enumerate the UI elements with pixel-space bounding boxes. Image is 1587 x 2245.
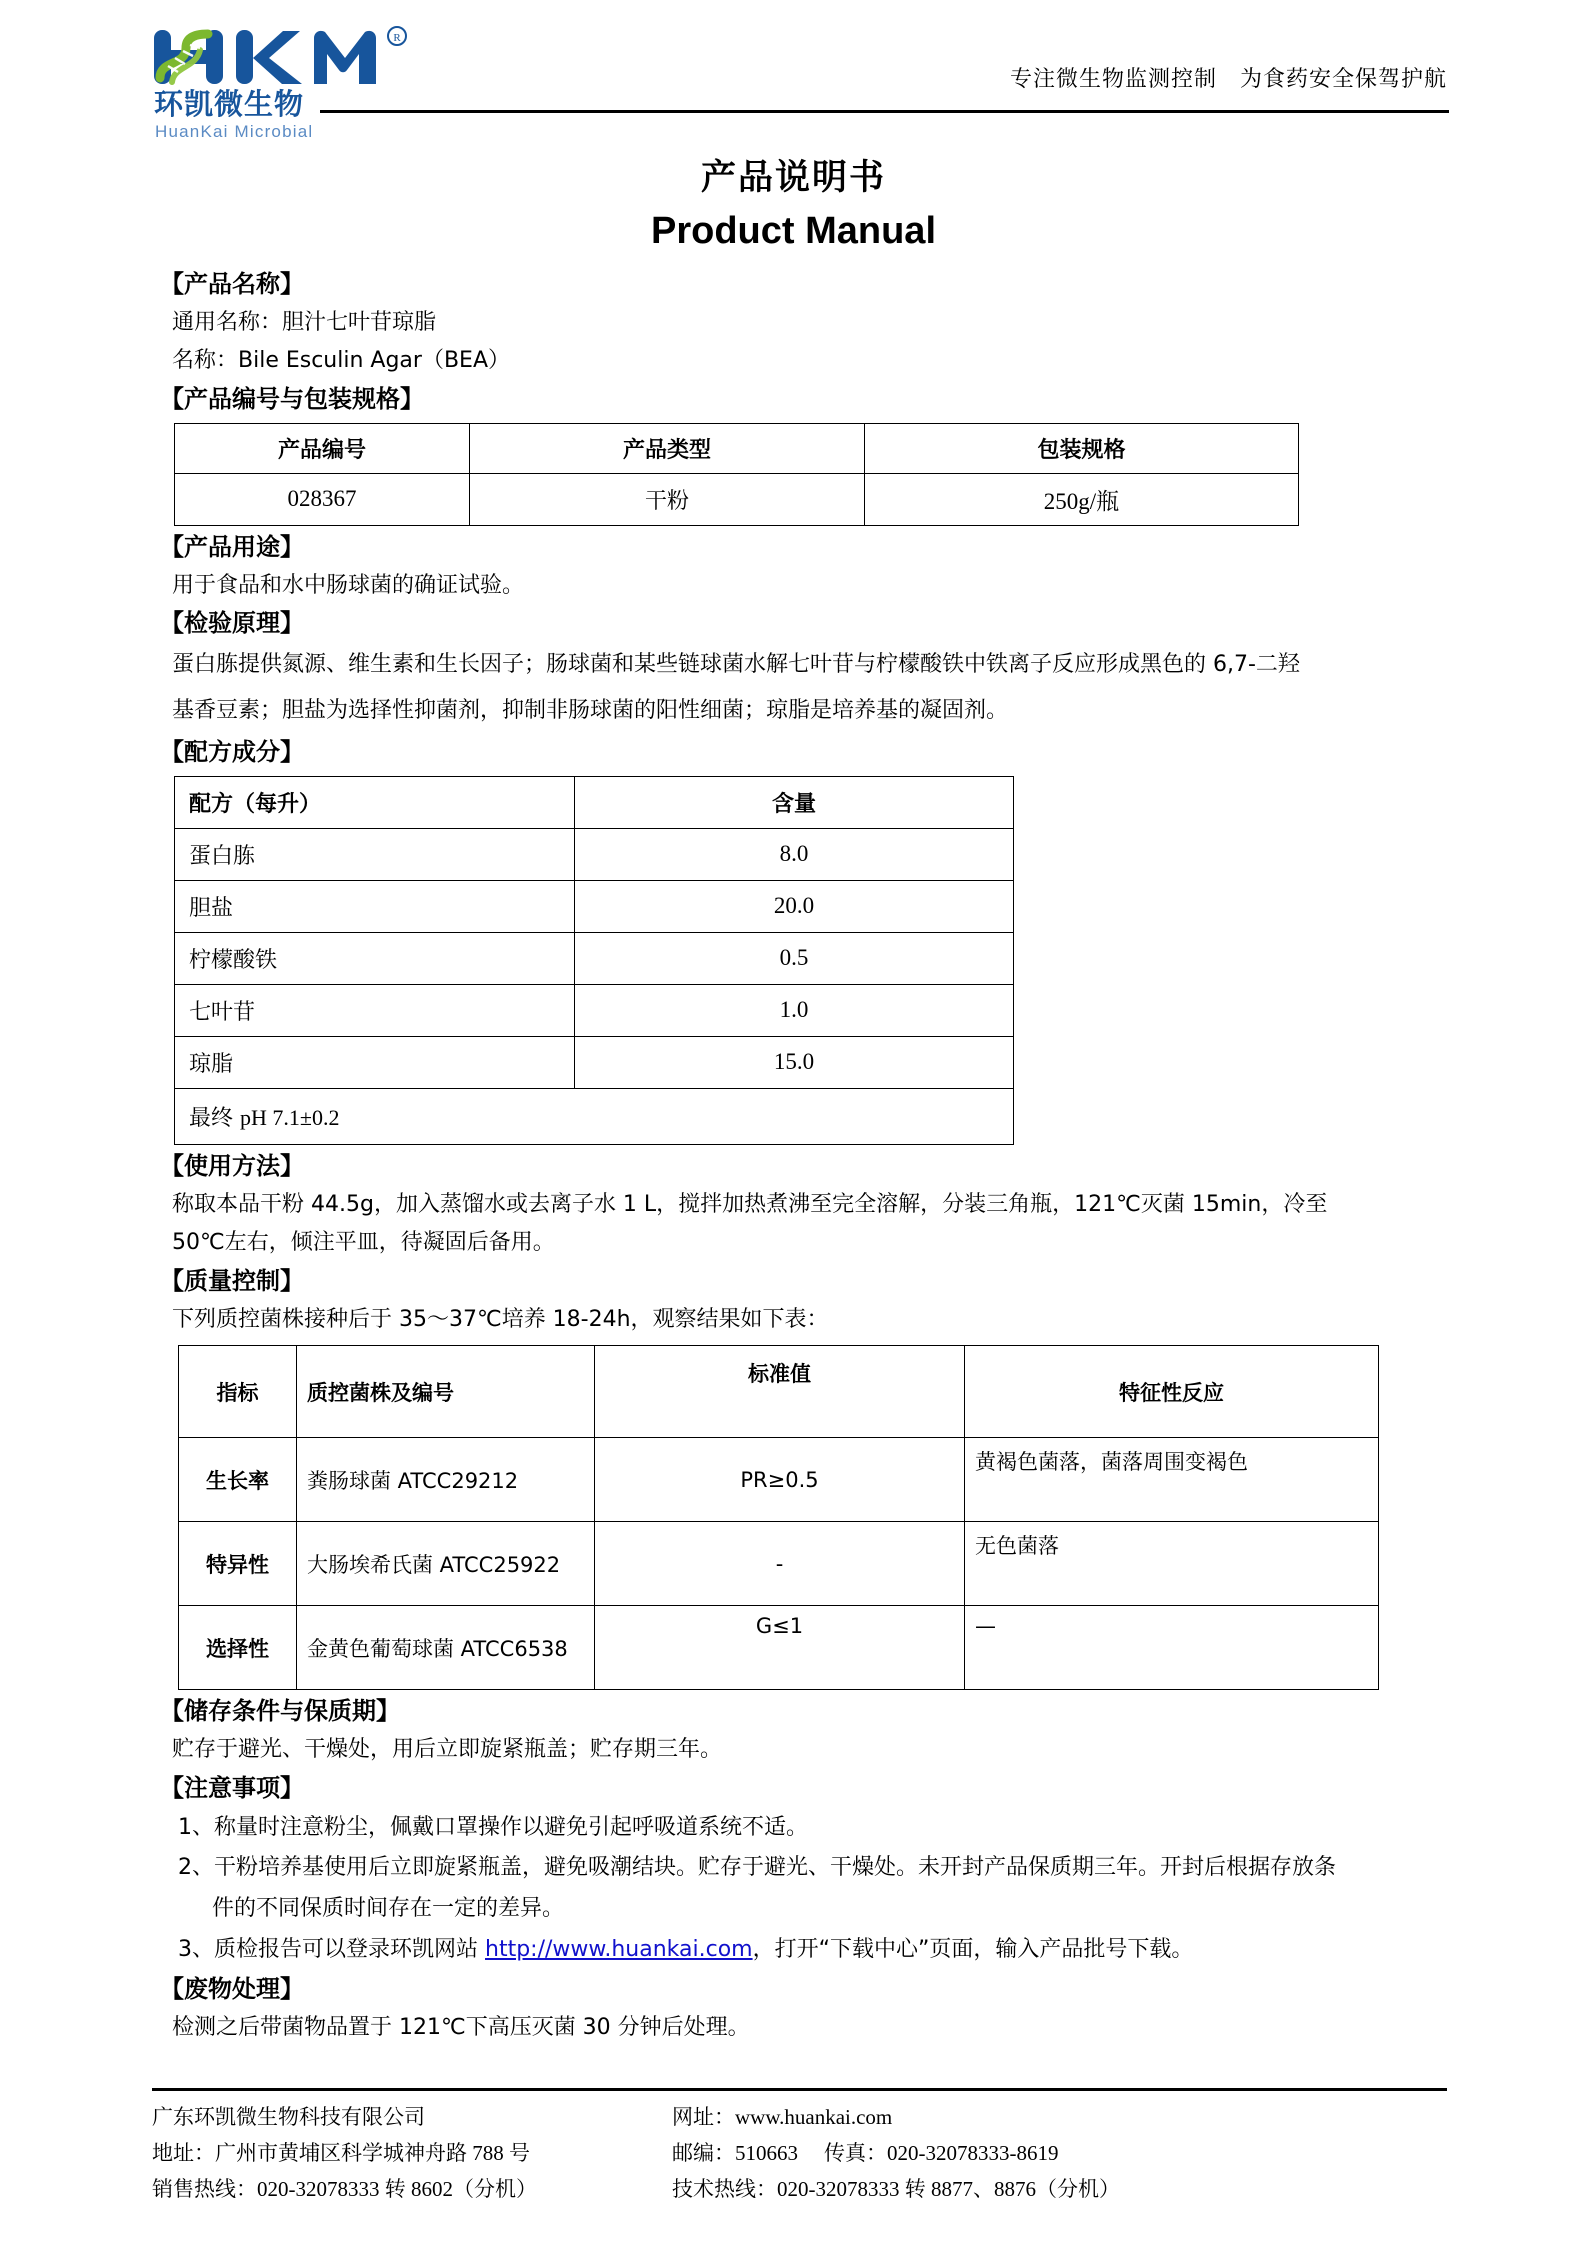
qc-col-standard: 标准值 xyxy=(595,1346,965,1438)
footer-contact-block xyxy=(152,2099,1447,2207)
table-row xyxy=(175,984,1014,1036)
precaution-item-1: 1、称量时注意粉尘，佩戴口罩操作以避免引起呼吸道系统不适。 xyxy=(178,1814,808,1840)
spec-col-product-type: 产品类型 xyxy=(470,423,865,473)
qc-standard-2: G≤1 xyxy=(595,1606,965,1690)
spec-col-product-code: 产品编号 xyxy=(175,423,470,473)
formula-ph-cell xyxy=(175,1088,1014,1144)
precaution-item-2-line-1: 2、干粉培养基使用后立即旋紧瓶盖，避免吸潮结块。贮存于避光、干燥处。未开封产品保质期三年。开封后根据存放条 xyxy=(178,1855,1337,1881)
section-heading-storage: 【储存条件与保质期】 xyxy=(160,1697,400,1726)
precaution-item-3-suffix: ，打开“下载中心”页面，输入产品批号下载。 xyxy=(752,1936,1194,1962)
product-generic-name: 通用名称：胆汁七叶苷琼脂 xyxy=(172,309,437,335)
quality-control-intro: 下列质控菌株接种后于 35～37℃培养 18-24h，观察结果如下表： xyxy=(172,1306,829,1332)
footer-right-column xyxy=(672,2099,1447,2207)
company-logo xyxy=(152,26,432,141)
spec-value-product-type: 干粉 xyxy=(470,473,865,525)
qc-col-indicator: 指标 xyxy=(179,1346,297,1438)
section-heading-waste: 【废物处理】 xyxy=(160,1975,304,2004)
table-row xyxy=(179,1438,1379,1522)
formula-name-2: 柠檬酸铁 xyxy=(175,932,575,984)
qc-strain-1: 大肠埃希氏菌 ATCC25922 xyxy=(297,1522,595,1606)
qc-reaction-0: 黄褐色菌落，菌落周围变褐色 xyxy=(965,1438,1379,1522)
method-line-1: 称取本品干粉 44.5g，加入蒸馏水或去离子水 1 L，搅拌加热煮沸至完全溶解，分装三角瓶，121℃灭菌 15min，冷至 xyxy=(172,1191,1328,1217)
qc-standard-1: - xyxy=(595,1522,965,1606)
qc-reaction-1: 无色菌落 xyxy=(965,1522,1379,1606)
formula-value-0: 8.0 xyxy=(575,828,1014,880)
formula-name-4: 琼脂 xyxy=(175,1036,575,1088)
svg-text:R: R xyxy=(393,32,401,44)
formula-ph-label: 最终 xyxy=(189,1105,234,1131)
table-row xyxy=(175,880,1014,932)
footer-left-column xyxy=(152,2099,672,2207)
huankai-website-link[interactable]: http://www.huankai.com xyxy=(485,1936,753,1962)
quality-control-table xyxy=(178,1345,1379,1690)
qc-indicator-0: 生长率 xyxy=(179,1438,297,1522)
section-heading-principle: 【检验原理】 xyxy=(160,609,304,638)
precaution-item-3-prefix: 3、质检报告可以登录环凯网站 xyxy=(178,1936,485,1962)
logo-chinese-name: 环凯微生物 xyxy=(154,87,305,121)
method-line-2: 50℃左右，倾注平皿，待凝固后备用。 xyxy=(172,1230,555,1256)
table-header-row xyxy=(175,776,1014,828)
storage-text: 贮存于避光、干燥处，用后立即旋紧瓶盖；贮存期三年。 xyxy=(172,1737,723,1763)
formula-value-2: 0.5 xyxy=(575,932,1014,984)
formula-value-4: 15.0 xyxy=(575,1036,1014,1088)
precaution-item-3 xyxy=(178,1930,1447,1971)
formula-ph-row xyxy=(175,1088,1014,1144)
footer-address: 地址：广州市黄埔区科学城神舟路 788 号 xyxy=(152,2140,530,2165)
section-heading-method: 【使用方法】 xyxy=(160,1151,304,1180)
section-heading-formula: 【配方成分】 xyxy=(160,738,304,767)
footer-fax: 传真：020-32078333-8619 xyxy=(824,2140,1059,2165)
table-header-row xyxy=(175,423,1299,473)
footer-company-name: 广东环凯微生物科技有限公司 xyxy=(152,2104,425,2129)
table-row xyxy=(175,828,1014,880)
table-row xyxy=(179,1522,1379,1606)
table-row xyxy=(175,473,1299,525)
page-title-english: Product Manual xyxy=(650,210,937,252)
principle-line-1: 蛋白胨提供氮源、维生素和生长因子；肠球菌和某些链球菌水解七叶苷与柠檬酸铁中铁离子反应形成黑色的 6,7-二羟 xyxy=(172,652,1300,678)
table-row xyxy=(179,1606,1379,1690)
table-row xyxy=(175,932,1014,984)
spec-table xyxy=(174,423,1299,526)
document-body xyxy=(0,267,1587,2046)
spec-value-product-code: 028367 xyxy=(175,473,470,525)
header-tagline: 专注微生物监测控制 为食药安全保驾护航 xyxy=(1009,67,1447,92)
footer-tech-hotline: 技术热线：020-32078333 转 8877、8876（分机） xyxy=(672,2176,1120,2201)
formula-table xyxy=(174,776,1014,1145)
qc-indicator-1: 特异性 xyxy=(179,1522,297,1606)
qc-indicator-2: 选择性 xyxy=(179,1606,297,1690)
page-title-chinese: 产品说明书 xyxy=(700,158,886,198)
section-heading-product-name: 【产品名称】 xyxy=(160,270,304,298)
formula-name-0: 蛋白胨 xyxy=(175,828,575,880)
formula-ph-value: pH 7.1±0.2 xyxy=(240,1104,340,1130)
qc-strain-2: 金黄色葡萄球菌 ATCC6538 xyxy=(297,1606,595,1690)
waste-text: 检测之后带菌物品置于 121℃下高压灭菌 30 分钟后处理。 xyxy=(172,2015,750,2041)
table-row xyxy=(175,1036,1014,1088)
formula-value-3: 1.0 xyxy=(575,984,1014,1036)
principle-line-2: 基香豆素；胆盐为选择性抑菌剂，抑制非肠球菌的阳性细菌；琼脂是培养基的凝固剂。 xyxy=(172,698,1009,724)
qc-col-reaction: 特征性反应 xyxy=(965,1346,1379,1438)
section-heading-spec: 【产品编号与包装规格】 xyxy=(160,385,424,414)
precaution-item-2-line-2: 件的不同保质时间存在一定的差异。 xyxy=(212,1895,565,1921)
spec-col-package: 包装规格 xyxy=(865,423,1299,473)
footer-postcode: 邮编：510663 xyxy=(672,2140,798,2165)
spec-value-package: 250g/瓶 xyxy=(865,473,1299,525)
qc-col-strain: 质控菌株及编号 xyxy=(297,1346,595,1438)
formula-name-3: 七叶苷 xyxy=(175,984,575,1036)
table-header-row xyxy=(179,1346,1379,1438)
section-heading-usage: 【产品用途】 xyxy=(160,532,304,561)
footer-postcode-fax xyxy=(672,2135,1447,2171)
footer-divider xyxy=(152,2088,1447,2091)
formula-col-name: 配方（每升） xyxy=(175,776,575,828)
qc-reaction-2: — xyxy=(965,1606,1379,1690)
usage-text: 用于食品和水中肠球菌的确证试验。 xyxy=(172,572,525,598)
product-english-name: 名称：Bile Esculin Agar（BEA） xyxy=(172,348,510,374)
logo-english-name: HuanKai Microbial xyxy=(155,122,314,141)
footer-sales-hotline: 销售热线：020-32078333 转 8602（分机） xyxy=(152,2176,537,2201)
header-divider xyxy=(320,110,1449,113)
footer-website: 网址：www.huankai.com xyxy=(672,2104,893,2129)
page-header xyxy=(0,0,1587,140)
section-heading-precautions: 【注意事项】 xyxy=(160,1773,304,1802)
page-footer xyxy=(152,2088,1447,2207)
hkm-logo-icon xyxy=(152,26,412,88)
formula-col-amount: 含量 xyxy=(575,776,1014,828)
qc-standard-0: PR≥0.5 xyxy=(595,1438,965,1522)
qc-strain-0: 粪肠球菌 ATCC29212 xyxy=(297,1438,595,1522)
formula-value-1: 20.0 xyxy=(575,880,1014,932)
section-heading-quality-control: 【质量控制】 xyxy=(160,1266,304,1295)
formula-name-1: 胆盐 xyxy=(175,880,575,932)
